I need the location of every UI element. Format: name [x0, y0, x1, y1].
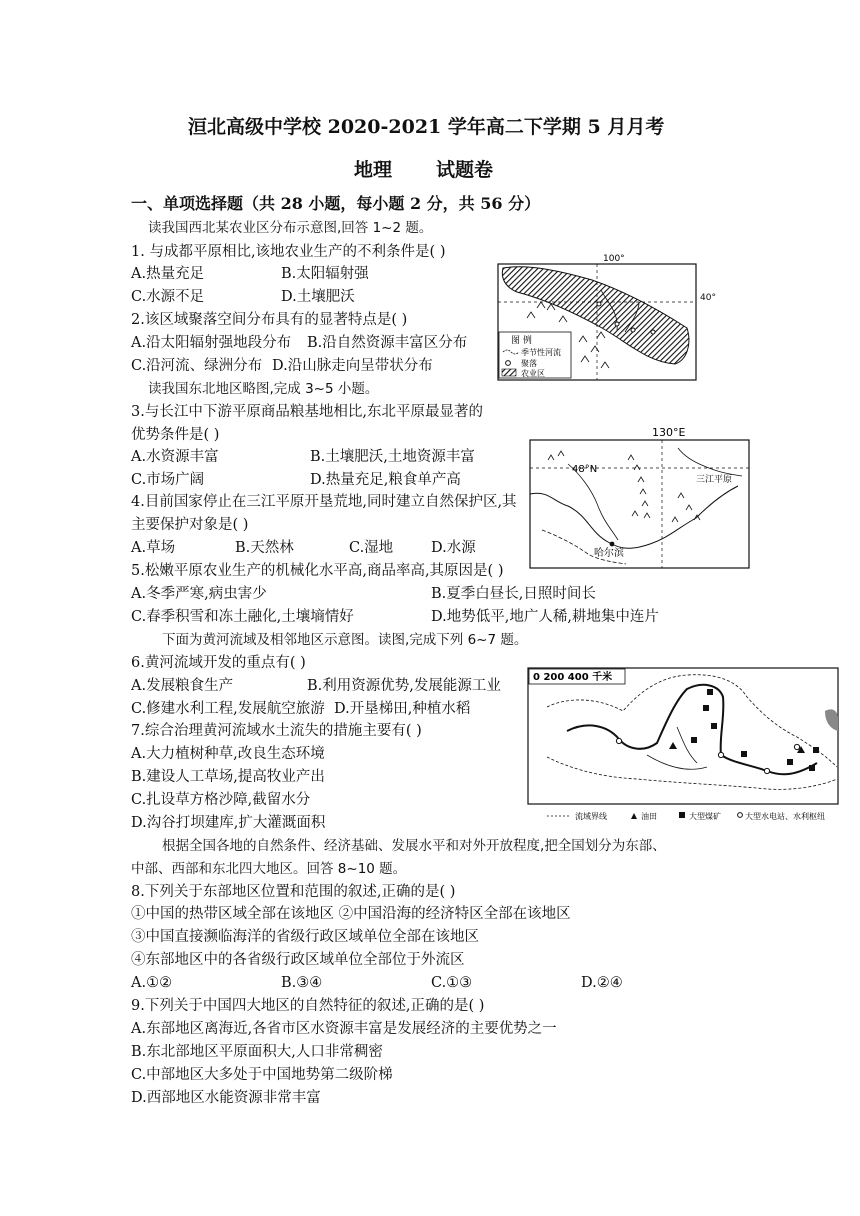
- question-2-stem: 2.该区域聚落空间分布具有的显著特点是( ): [131, 312, 408, 328]
- question-4-stem-1: 4.目前国家停止在三江平原开垦荒地,同时建立自然保护区,其: [131, 494, 517, 510]
- question-9-option-a: A.东部地区离海近,各省市区水资源丰富是发展经济的主要优势之一: [131, 1021, 557, 1037]
- question-6-option-d: D.开垦梯田,种植水稻: [334, 701, 471, 717]
- question-4-option-a: A.草场: [131, 540, 176, 556]
- question-3-stem-1: 3.与长江中下游平原商品粮基地相比,东北平原最显著的: [131, 404, 483, 420]
- question-3-option-c: C.市场广阔: [131, 472, 205, 488]
- question-1-option-c: C.水源不足: [131, 289, 205, 305]
- map3-legend-hydro: 大型水电站、水利枢纽: [745, 812, 825, 821]
- map1-legend-settlement: 聚落: [521, 359, 537, 368]
- question-6-option-c: C.修建水利工程,发展航空旅游: [131, 701, 325, 717]
- question-1-option-b: B.太阳辐射强: [281, 266, 369, 282]
- question-7-option-b: B.建设人工草场,提高牧业产出: [131, 769, 325, 785]
- question-4-stem-2: 主要保护对象是( ): [131, 517, 249, 533]
- northwest-agri-map: [497, 252, 699, 382]
- map2-city-label: 哈尔滨: [594, 548, 624, 559]
- question-4-option-d: D.水源: [431, 540, 476, 556]
- question-8-option-a: A.①②: [131, 975, 173, 991]
- question-3-option-b: B.土壤肥沃,土地资源丰富: [310, 449, 475, 465]
- question-8-stem: 8.下列关于东部地区位置和范围的叙述,正确的是( ): [131, 884, 456, 900]
- intro-8-10-line-2: 中部、西部和东北四大地区。回答 8~10 题。: [131, 861, 407, 877]
- question-9-stem: 9.下列关于中国四大地区的自然特征的叙述,正确的是( ): [131, 998, 485, 1014]
- question-2-option-d: D.沿山脉走向呈带状分布: [272, 358, 433, 374]
- question-9-option-d: D.西部地区水能资源非常丰富: [131, 1090, 321, 1106]
- question-6-option-b: B.利用资源优势,发展能源工业: [307, 678, 501, 694]
- map2-lon-label: 130°E: [652, 426, 686, 439]
- map1-legend-title: 图 例: [511, 336, 532, 346]
- question-3-option-d: D.热量充足,粮食单产高: [310, 472, 461, 488]
- question-1-option-d: D.土壤肥沃: [281, 289, 355, 305]
- map1-legend-river: 季节性河流: [521, 348, 561, 357]
- question-5-option-c: C.春季积雪和冻土融化,土壤墒情好: [131, 609, 354, 625]
- map1-lat-label: 40°: [700, 293, 716, 303]
- map3-legend-boundary: 流域界线: [575, 812, 607, 821]
- northeast-map: [528, 420, 752, 570]
- question-9-option-c: C.中部地区大多处于中国地势第二级阶梯: [131, 1067, 393, 1083]
- question-5-option-d: D.地势低平,地广人稀,耕地集中连片: [431, 609, 659, 625]
- question-7-option-a: A.大力植树种草,改良生态环境: [131, 746, 325, 762]
- map1-lon-label: 100°: [603, 254, 625, 264]
- question-3-option-a: A.水资源丰富: [131, 449, 219, 465]
- question-6-option-a: A.发展粮食生产: [131, 678, 234, 694]
- question-5-option-a: A.冬季严寒,病虫害少: [131, 586, 267, 602]
- map3-scale: 0 200 400 千米: [533, 672, 613, 683]
- question-1-option-a: A.热量充足: [131, 266, 205, 282]
- question-1-stem: 1. 与成都平原相比,该地农业生产的不利条件是( ): [131, 244, 446, 260]
- map1-legend-agri: 农业区: [521, 369, 545, 378]
- question-4-option-b: B.天然林: [235, 540, 294, 556]
- question-8-option-d: D.②④: [581, 975, 623, 991]
- section-heading: 一、单项选择题（共 28 小题，每小题 2 分，共 56 分）: [131, 194, 541, 213]
- question-8-option-c: C.①③: [431, 975, 473, 991]
- subtitle-kind: 试题卷: [436, 159, 494, 181]
- question-7-option-c: C.扎设草方格沙障,截留水分: [131, 792, 311, 808]
- map3-legend-coal: 大型煤矿: [689, 812, 721, 821]
- question-4-option-c: C.湿地: [349, 540, 394, 556]
- question-7-option-d: D.沟谷打坝建库,扩大灌溉面积: [131, 815, 326, 831]
- question-8-statement-1-2: ①中国的热带区域全部在该地区 ②中国沿海的经济特区全部在该地区: [131, 906, 571, 922]
- question-5-option-b: B.夏季白昼长,日照时间长: [431, 586, 596, 602]
- subtitle-subject: 地理: [354, 159, 393, 181]
- intro-3-5: 读我国东北地区略图,完成 3~5 小题。: [148, 381, 379, 397]
- question-2-option-a: A.沿太阳辐射强地段分布: [131, 335, 292, 351]
- map3-legend-oil: 油田: [641, 812, 657, 821]
- intro-8-10-line-1: 根据全国各地的自然条件、经济基础、发展水平和对外开放程度,把全国划分为东部、: [162, 838, 666, 854]
- question-5-stem: 5.松嫩平原农业生产的机械化水平高,商品率高,其原因是( ): [131, 563, 504, 579]
- intro-1-2: 读我国西北某农业区分布示意图,回答 1~2 题。: [148, 220, 433, 236]
- yellow-river-map: [527, 667, 839, 823]
- question-3-stem-2: 优势条件是( ): [131, 427, 220, 443]
- question-8-option-b: B.③④: [281, 975, 323, 991]
- map2-lat-label: 48°N: [572, 464, 598, 475]
- question-8-statement-4: ④东部地区中的各省级行政区域单位全部位于外流区: [131, 952, 465, 968]
- question-8-statement-3: ③中国直接濒临海洋的省级行政区域单位全部在该地区: [131, 929, 479, 945]
- question-2-option-c: C.沿河流、绿洲分布: [131, 358, 263, 374]
- page-title: 洹北高级中学校 2020-2021 学年高二下学期 5 月月考: [188, 116, 665, 138]
- question-9-option-b: B.东北部地区平原面积大,人口非常稠密: [131, 1044, 383, 1060]
- map2-plain-label: 三江平原: [696, 475, 733, 485]
- question-7-stem: 7.综合治理黄河流域水土流失的措施主要有( ): [131, 723, 422, 739]
- question-6-stem: 6.黄河流域开发的重点有( ): [131, 655, 306, 671]
- intro-6-7: 下面为黄河流域及相邻地区示意图。读图,完成下列 6~7 题。: [162, 632, 528, 648]
- question-2-option-b: B.沿自然资源丰富区分布: [307, 335, 468, 351]
